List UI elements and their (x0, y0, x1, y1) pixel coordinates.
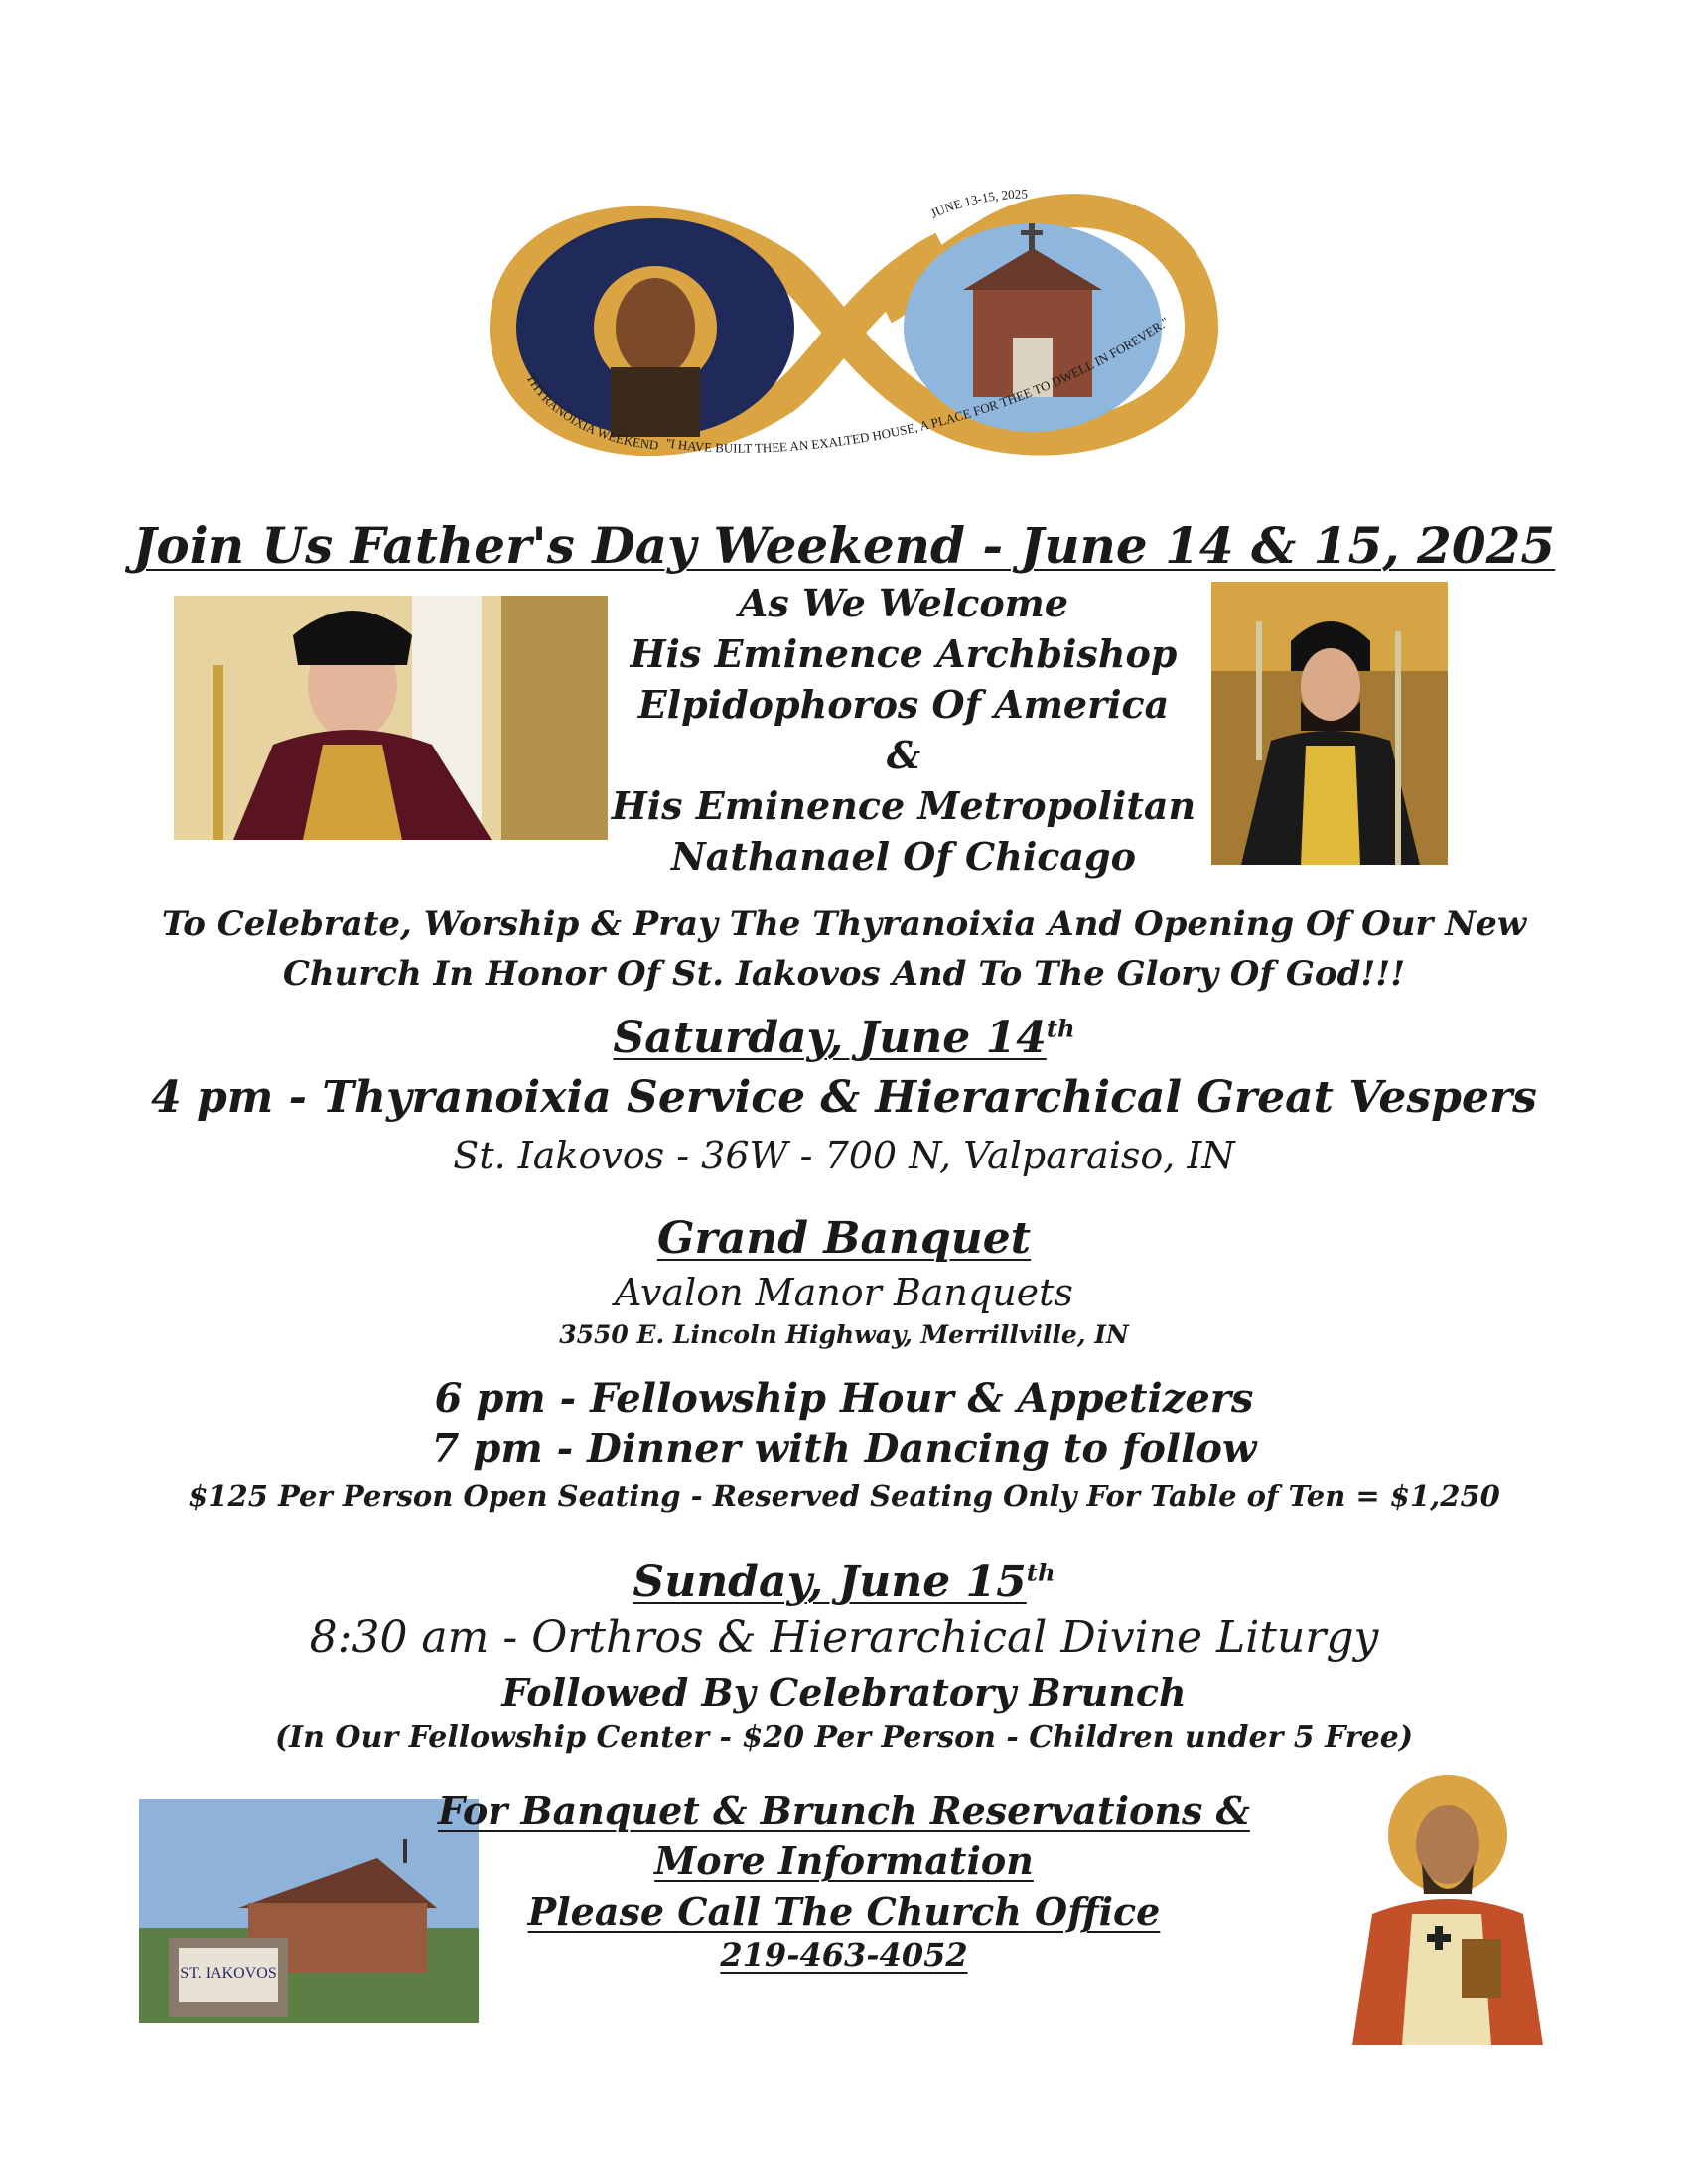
sunday-date: Sunday, June 15 (633, 1557, 1027, 1607)
saint-iakovos-icon (1342, 1765, 1553, 2045)
contact-line-1: For Banquet & Brunch Reservations & (438, 1788, 1250, 1833)
dinner-time: 7 pm - Dinner with Dancing to follow (431, 1426, 1257, 1472)
sunday-liturgy: 8:30 am - Orthros & Hierarchical Divine Liturgy (309, 1612, 1379, 1663)
welcome-line-2: His Eminence Archbishop (630, 631, 1178, 676)
celebrate-text (0, 899, 1688, 999)
sunday-heading (0, 1557, 1688, 1607)
welcome-block (596, 578, 1211, 882)
logo-weekend: THYRANOIXIA WEEKEND (523, 371, 660, 453)
sunday-brunch: Followed By Celebratory Brunch (501, 1670, 1187, 1714)
celebrate-line-2: Church In Honor Of St. Iakovos And To The Glory Of God!!! (282, 954, 1406, 994)
banquet-venue: Avalon Manor Banquets (615, 1271, 1073, 1314)
metropolitan-photo (1211, 582, 1448, 865)
logo-motto: "I HAVE BUILT THEE AN EXALTED HOUSE, A PLACE FOR THEE TO DWELL IN FOREVER." (664, 313, 1172, 456)
welcome-line-4: His Eminence Metropolitan (611, 783, 1196, 828)
thyranoixia-logo (467, 179, 1221, 477)
contact-line-2: More Information (654, 1839, 1034, 1883)
sunday-date-suffix: th (1026, 1558, 1055, 1587)
saturday-date-suffix: th (1046, 1014, 1075, 1043)
banquet-heading: Grand Banquet (656, 1213, 1032, 1264)
logo-dates: JUNE 13-15, 2025 (927, 186, 1028, 221)
brunch-note: (In Our Fellowship Center - $20 Per Person - Children under 5 Free) (274, 1720, 1414, 1755)
welcome-ampersand: & (886, 733, 921, 777)
banquet-address: 3550 E. Lincoln Highway, Merrillville, IN (559, 1320, 1129, 1349)
fellowship-hour: 6 pm - Fellowship Hour & Appetizers (434, 1375, 1254, 1422)
contact-line-3: Please Call The Church Office (527, 1889, 1161, 1934)
banquet-prices: $125 Per Person Open Seating - Reserved Seating Only For Table of Ten = $1,250 (188, 1479, 1500, 1513)
saturday-heading (0, 1013, 1688, 1063)
celebrate-line-1: To Celebrate, Worship & Pray The Thyranoixia And Opening Of Our New (161, 904, 1527, 944)
phone-number-text: 219-463-4052 (720, 1936, 968, 1974)
archbishop-photo (174, 596, 608, 840)
saturday-date: Saturday, June 14 (613, 1013, 1047, 1063)
welcome-line-1: As We Welcome (738, 581, 1069, 625)
saturday-location: St. Iakovos - 36W - 700 N, Valparaiso, IN (453, 1134, 1235, 1177)
welcome-line-5: Nathanael Of Chicago (671, 834, 1136, 879)
welcome-line-3: Elpidophoros Of America (637, 682, 1170, 727)
church-sign-text: ST. IAKOVOS (180, 1965, 277, 1981)
saturday-service: 4 pm - Thyranoixia Service & Hierarchical Great Vespers (151, 1072, 1537, 1123)
event-headline: Join Us Father's Day Weekend - June 14 & 15, 2025 (132, 516, 1556, 575)
